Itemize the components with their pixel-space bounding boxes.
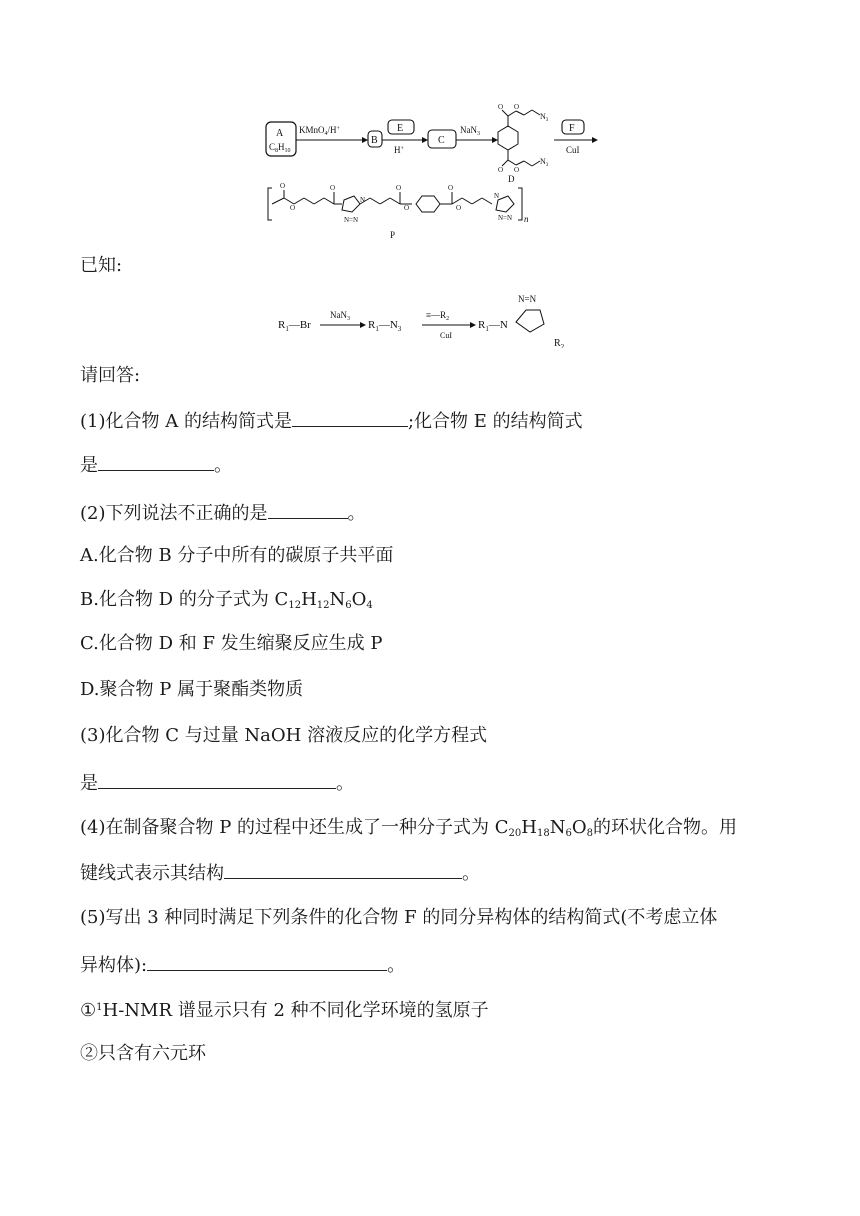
- box-a-formula: $C_8H_{10}$: [269, 142, 291, 154]
- svg-text:O: O: [498, 166, 504, 174]
- question-3-line-2: 是 。: [80, 770, 354, 796]
- question-3-line-1: (3)化合物 C 与过量 NaOH 溶液反应的化学方程式: [80, 725, 488, 746]
- svg-text:O: O: [290, 204, 296, 212]
- question-4-line-1: (4)在制备聚合物 P 的过程中还生成了一种分子式为 $C_{20}H_{18}N_6O_8$的环状化合物。用: [80, 817, 737, 839]
- svg-text:O: O: [514, 103, 520, 111]
- svg-text:N=N: N=N: [518, 294, 537, 304]
- svg-text:O: O: [514, 166, 520, 174]
- svg-text:N=N: N=N: [498, 214, 513, 222]
- answer-blank-q3[interactable]: [98, 770, 336, 789]
- svg-text:≡—R2: $\equiv—R_2$: [426, 310, 450, 322]
- option-d: D.聚合物 P 属于聚酯类物质: [80, 679, 304, 700]
- svg-text:O: O: [330, 184, 336, 192]
- prompt-answer: 请回答:: [80, 365, 141, 386]
- reagent-kmno4: KMnO$_4$/H+: [299, 125, 340, 137]
- svg-text:N: N: [494, 192, 500, 200]
- reagent-cui: CuI: [566, 145, 580, 155]
- polymer-p-structure: [268, 188, 522, 220]
- svg-text:NaN3: NaN$_3$: [330, 310, 350, 322]
- option-b: B.化合物 D 的分子式为 $C_{12}H_{12}N_6O_4$: [80, 589, 373, 611]
- box-c-label: C: [438, 135, 445, 146]
- compound-d-structure: [498, 110, 540, 166]
- svg-text:N3: $N_3$: [540, 112, 549, 123]
- reaction-scheme-figure: [262, 100, 602, 250]
- svg-text:R2: $R_2$: [554, 338, 565, 348]
- polymer-n-subscript: n: [524, 214, 529, 224]
- option-a: A.化合物 B 分子中所有的碳原子共平面: [80, 545, 394, 566]
- question-5-line-1: (5)写出 3 种同时满足下列条件的化合物 F 的同分异构体的结构简式(不考虑立体: [80, 907, 718, 928]
- answer-blank-q4[interactable]: [224, 860, 462, 879]
- question-5-line-2: 异构体): 。: [80, 952, 405, 978]
- reagent-nan3: NaN$_3$: [460, 125, 480, 137]
- svg-text:R1—Br: $R_1—Br$: [278, 319, 311, 333]
- answer-blank-a[interactable]: [292, 408, 408, 427]
- condition-2: ②只含有六元环: [80, 1043, 206, 1064]
- box-e-label: E: [397, 123, 404, 134]
- svg-text:N=N: N=N: [344, 216, 359, 224]
- svg-text:O: O: [456, 204, 462, 212]
- answer-blank-e[interactable]: [98, 452, 214, 471]
- question-2-stem: (2)下列说法不正确的是 。: [80, 500, 366, 526]
- svg-text:N3: $N_3$: [540, 157, 549, 168]
- question-1-line-2: 是 。: [80, 452, 232, 478]
- svg-text:O: O: [280, 182, 286, 190]
- label-d: D: [508, 174, 515, 184]
- answer-blank-q2[interactable]: [268, 500, 348, 519]
- question-1-line-1: (1)化合物 A 的结构简式是 ;化合物 E 的结构简式: [80, 408, 583, 434]
- svg-text:O: O: [498, 103, 504, 111]
- label-p: P: [390, 230, 396, 240]
- box-f-label: F: [569, 123, 575, 134]
- svg-text:R1—N: $R_1—N$: [478, 319, 508, 333]
- known-heading: 已知:: [80, 255, 123, 276]
- svg-text:O: O: [404, 204, 410, 212]
- svg-text:O: O: [396, 184, 402, 192]
- svg-text:R1—N3: $R_1—N_3$: [368, 319, 402, 333]
- question-4-line-2: 键线式表示其结构 。: [80, 860, 480, 886]
- condition-1: ①$^1$H-NMR 谱显示只有 2 种不同化学环境的氢原子: [80, 1000, 489, 1021]
- box-a-label: A: [276, 128, 284, 139]
- option-c: C.化合物 D 和 F 发生缩聚反应生成 P: [80, 633, 383, 654]
- known-cui: CuI: [440, 331, 452, 340]
- svg-text:O: O: [448, 184, 454, 192]
- svg-text:N: N: [360, 196, 366, 204]
- answer-blank-q5[interactable]: [147, 952, 387, 971]
- box-b-label: B: [371, 135, 378, 146]
- reagent-h-plus: H+: [394, 145, 404, 155]
- known-reaction-figure: [270, 288, 590, 348]
